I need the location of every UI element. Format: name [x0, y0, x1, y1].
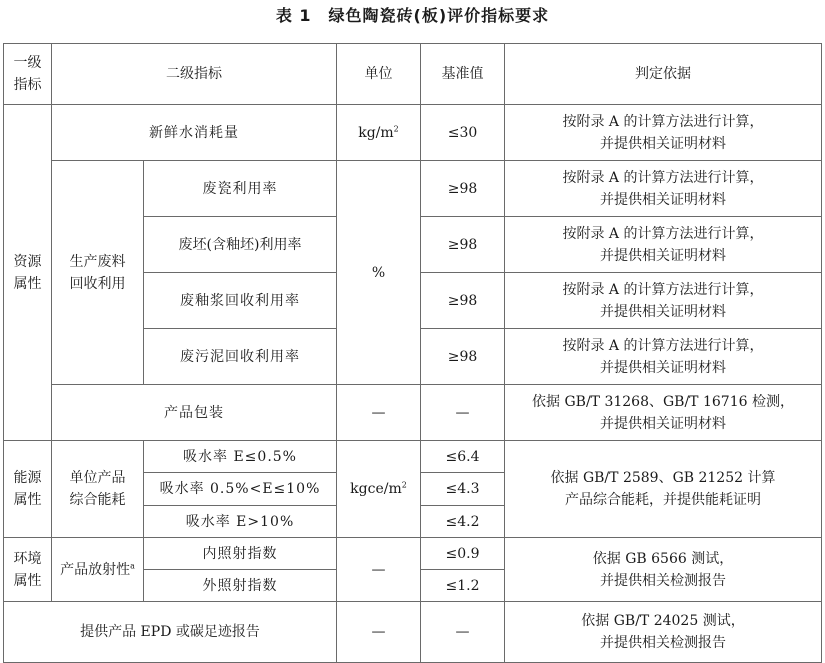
basis-waste-body: 按附录 A 的计算方法进行计算， 并提供相关证明材料	[505, 217, 822, 273]
section-environment: 环境 属性	[4, 538, 52, 602]
basis-radioactivity: 依据 GB 6566 测试， 并提供相关检测报告	[505, 538, 822, 602]
value-waste-sludge: ≥98	[421, 329, 505, 385]
unit-radioactivity: —	[337, 538, 421, 602]
indicator-waste-ceramic: 废瓷利用率	[144, 161, 337, 217]
indicator-waste-body: 废坯(含釉坯)利用率	[144, 217, 337, 273]
indicator-external-exposure: 外照射指数	[144, 570, 337, 602]
basis-waste-ceramic: 按附录 A 的计算方法进行计算， 并提供相关证明材料	[505, 161, 822, 217]
value-internal-exposure: ≤0.9	[421, 538, 505, 570]
unit-energy: kgce/$m^2$	[337, 441, 421, 538]
indicator-energy-mid: 吸水率 0.5%<E≤10%	[144, 473, 337, 506]
indicator-internal-exposure: 内照射指数	[144, 538, 337, 570]
basis-waste-sludge: 按附录 A 的计算方法进行计算， 并提供相关证明材料	[505, 329, 822, 385]
value-waste-ceramic: ≥98	[421, 161, 505, 217]
unit-fresh-water: $kg/m^2$	[337, 105, 421, 161]
table-title: 表 1 绿色陶瓷砖(板)评价指标要求	[275, 6, 550, 25]
section-energy: 能源 属性	[4, 441, 52, 538]
table-row-internal-exposure	[4, 538, 822, 570]
unit-epd: —	[337, 602, 421, 663]
indicator-energy-high: 吸水率 E>10%	[144, 506, 337, 538]
basis-waste-glaze: 按附录 A 的计算方法进行计算， 并提供相关证明材料	[505, 273, 822, 329]
basis-energy: 依据 GB/T 2589、GB 21252 计算 产品综合能耗，并提供能耗证明	[505, 441, 822, 538]
indicator-epd: 提供产品 EPD 或碳足迹报告	[4, 602, 337, 663]
header-level2: 二级指标	[52, 44, 337, 105]
indicator-packaging: 产品包装	[52, 385, 337, 441]
value-external-exposure: ≤1.2	[421, 570, 505, 602]
group-radioactivity: 产品放射性$^a$	[52, 538, 144, 602]
header-unit: 单位	[337, 44, 421, 105]
indicator-table	[3, 43, 822, 663]
value-energy-low: ≤6.4	[421, 441, 505, 473]
table-row-waste-ceramic	[4, 161, 822, 217]
value-epd: —	[421, 602, 505, 663]
group-energy: 单位产品 综合能耗	[52, 441, 144, 538]
value-energy-mid: ≤4.3	[421, 473, 505, 506]
basis-packaging: 依据 GB/T 31268、GB/T 16716 检测， 并提供相关证明材料	[505, 385, 822, 441]
section-resource: 资源 属性	[4, 105, 52, 441]
table-row-epd	[4, 602, 822, 663]
header-row	[4, 44, 822, 105]
table-row-fresh-water	[4, 105, 822, 161]
indicator-fresh-water: 新鲜水消耗量	[52, 105, 337, 161]
value-energy-high: ≤4.2	[421, 506, 505, 538]
header-benchmark: 基准值	[421, 44, 505, 105]
unit-packaging: —	[337, 385, 421, 441]
value-waste-glaze: ≥98	[421, 273, 505, 329]
group-waste-recycle: 生产废料 回收利用	[52, 161, 144, 385]
basis-fresh-water: 按附录 A 的计算方法进行计算， 并提供相关证明材料	[505, 105, 822, 161]
basis-epd: 依据 GB/T 24025 测试， 并提供相关检测报告	[505, 602, 822, 663]
value-waste-body: ≥98	[421, 217, 505, 273]
header-basis: 判定依据	[505, 44, 822, 105]
table-row-energy-low	[4, 441, 822, 473]
table-row-packaging	[4, 385, 822, 441]
indicator-waste-sludge: 废污泥回收利用率	[144, 329, 337, 385]
value-fresh-water: ≤30	[421, 105, 505, 161]
value-packaging: —	[421, 385, 505, 441]
header-level1: 一级 指标	[4, 44, 52, 105]
indicator-energy-low: 吸水率 E≤0.5%	[144, 441, 337, 473]
indicator-waste-glaze: 废釉浆回收利用率	[144, 273, 337, 329]
unit-waste-recycle: %	[337, 161, 421, 385]
